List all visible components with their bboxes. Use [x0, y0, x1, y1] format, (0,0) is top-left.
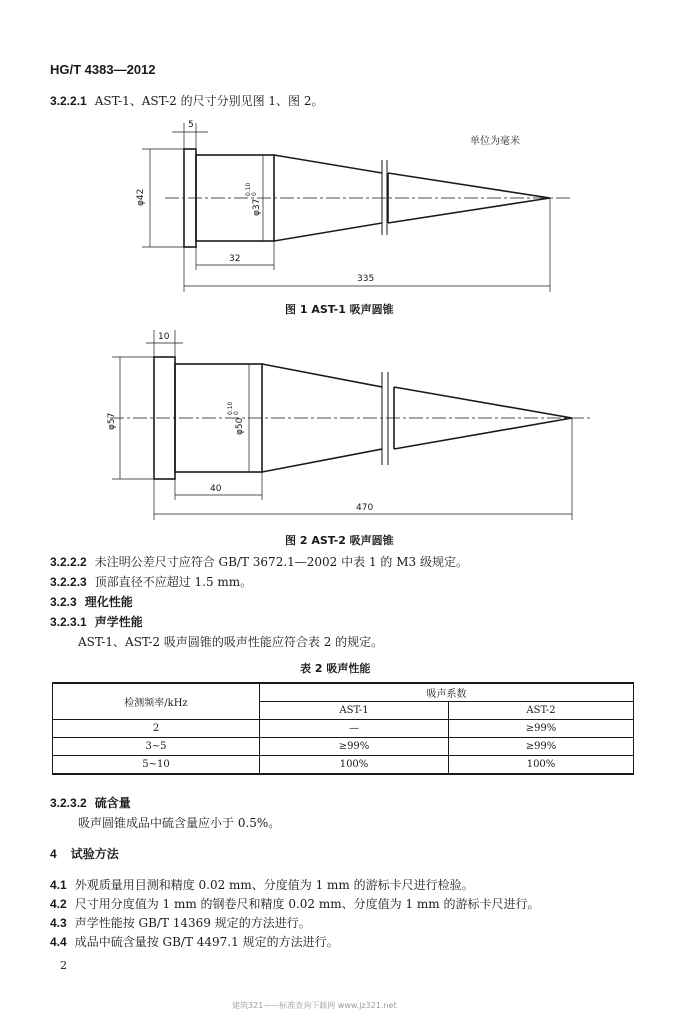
clause-number: 3.2.2.3 — [50, 575, 87, 589]
fig2-dim-body-len: 40 — [210, 484, 222, 494]
col-header-absorption: 吸声系数 — [260, 683, 634, 702]
table-row — [53, 756, 634, 775]
standard-code: HG/T 4383—2012 — [50, 62, 156, 77]
clause-title: 硫含量 — [94, 796, 131, 810]
cell-frequency: 2 — [53, 720, 260, 738]
section-title: 试验方法 — [70, 847, 119, 861]
clause-title: 理化性能 — [84, 595, 133, 609]
figure-2-caption: 图 2 AST-2 吸声圆锥 — [285, 534, 394, 547]
fig1-dim-body-dia: φ37 — [252, 198, 262, 216]
fig1-dim-body-len: 32 — [229, 254, 241, 264]
clause-number: 3.2.3 — [50, 595, 77, 609]
clause-text: 外观质量用目测和精度 0.02 mm、分度值为 1 mm 的游标卡尺进行检验。 — [74, 878, 474, 892]
col-header-ast1: AST-1 — [260, 702, 449, 720]
section-number: 4 — [50, 847, 57, 861]
clause-323 — [50, 594, 133, 610]
figure-2-drawing — [0, 320, 679, 530]
clause-number: 3.2.2.2 — [50, 555, 87, 569]
clause-3231 — [50, 614, 143, 630]
table-row — [53, 738, 634, 756]
clause-number: 4.4 — [50, 935, 67, 949]
fig1-cone-top — [274, 155, 382, 173]
fig1-dim-total: 335 — [357, 274, 375, 284]
cell-ast1: — — [260, 720, 449, 738]
cell-ast1: ≥99% — [260, 738, 449, 756]
fig2-dim-flange-dia: φ57 — [107, 412, 117, 430]
cell-ast2: ≥99% — [449, 738, 634, 756]
clause-text: 未注明公差尺寸应符合 GB/T 3672.1—2002 中表 1 的 M3 级规定。 — [94, 555, 468, 569]
cell-frequency: 3~5 — [53, 738, 260, 756]
fig1-dim-flange-dia: φ42 — [136, 188, 146, 206]
fig2-cone-top — [262, 364, 382, 387]
fig1-dim-flange: 5 — [188, 120, 194, 130]
clause-text: AST-1、AST-2 的尺寸分别见图 1、图 2。 — [94, 94, 324, 108]
fig2-dim-body-dia: φ50 — [235, 417, 245, 435]
clause-41 — [50, 877, 474, 893]
sulfur-paragraph: 吸声圆锥成品中硫含量应小于 0.5%。 — [78, 816, 281, 830]
col-header-ast2: AST-2 — [449, 702, 634, 720]
section-4-heading — [50, 846, 119, 862]
table-row — [53, 720, 634, 738]
figure-1-caption: 图 1 AST-1 吸声圆锥 — [285, 303, 394, 316]
acoustic-paragraph: AST-1、AST-2 吸声圆锥的吸声性能应符合表 2 的规定。 — [78, 635, 384, 649]
clause-3232 — [50, 795, 131, 811]
fig2-dim-total: 470 — [356, 503, 374, 513]
cell-ast2: 100% — [449, 756, 634, 775]
col-header-frequency: 检测频率/kHz — [53, 683, 260, 720]
clause-number: 4.2 — [50, 897, 67, 911]
unit-note: 单位为毫米 — [470, 136, 520, 147]
clause-number: 3.2.3.2 — [50, 796, 87, 810]
clause-3223 — [50, 574, 252, 590]
watermark: 建筑321——标准查询下载网 www.jz321.net — [232, 1001, 397, 1010]
clause-44 — [50, 934, 339, 950]
table-2-caption: 表 2 吸声性能 — [300, 662, 371, 675]
clause-number: 3.2.3.1 — [50, 615, 87, 629]
cell-frequency: 5~10 — [53, 756, 260, 775]
table-2 — [52, 682, 634, 775]
figure-1-drawing — [0, 0, 679, 330]
clause-text: 成品中硫含量按 GB/T 4497.1 规定的方法进行。 — [74, 935, 339, 949]
clause-42 — [50, 896, 539, 912]
cell-ast1: 100% — [260, 756, 449, 775]
cell-ast2: ≥99% — [449, 720, 634, 738]
clause-3222 — [50, 554, 468, 570]
fig2-dim-body-tol-lower: 0 — [233, 411, 240, 415]
clause-title: 声学性能 — [94, 615, 143, 629]
clause-number: 3.2.2.1 — [50, 94, 87, 108]
clause-number: 4.3 — [50, 916, 67, 930]
fig1-cone-bottom — [274, 223, 382, 241]
fig1-dim-body-tol-lower: 0 — [251, 192, 258, 196]
clause-number: 4.1 — [50, 878, 67, 892]
fig2-cone-bottom — [262, 449, 382, 472]
clause-text: 声学性能按 GB/T 14369 规定的方法进行。 — [74, 916, 311, 930]
clause-text: 尺寸用分度值为 1 mm 的钢卷尺和精度 0.02 mm、分度值为 1 mm 的游标卡尺进行。 — [74, 897, 540, 911]
fig2-dim-body-tol-upper: 0.10 — [227, 401, 234, 415]
page-number: 2 — [60, 959, 67, 972]
fig1-dim-body-tol-upper: 0.10 — [245, 182, 252, 196]
clause-text: 顶部直径不应超过 1.5 mm。 — [94, 575, 253, 589]
fig2-dim-flange: 10 — [158, 332, 170, 342]
clause-43 — [50, 915, 311, 931]
